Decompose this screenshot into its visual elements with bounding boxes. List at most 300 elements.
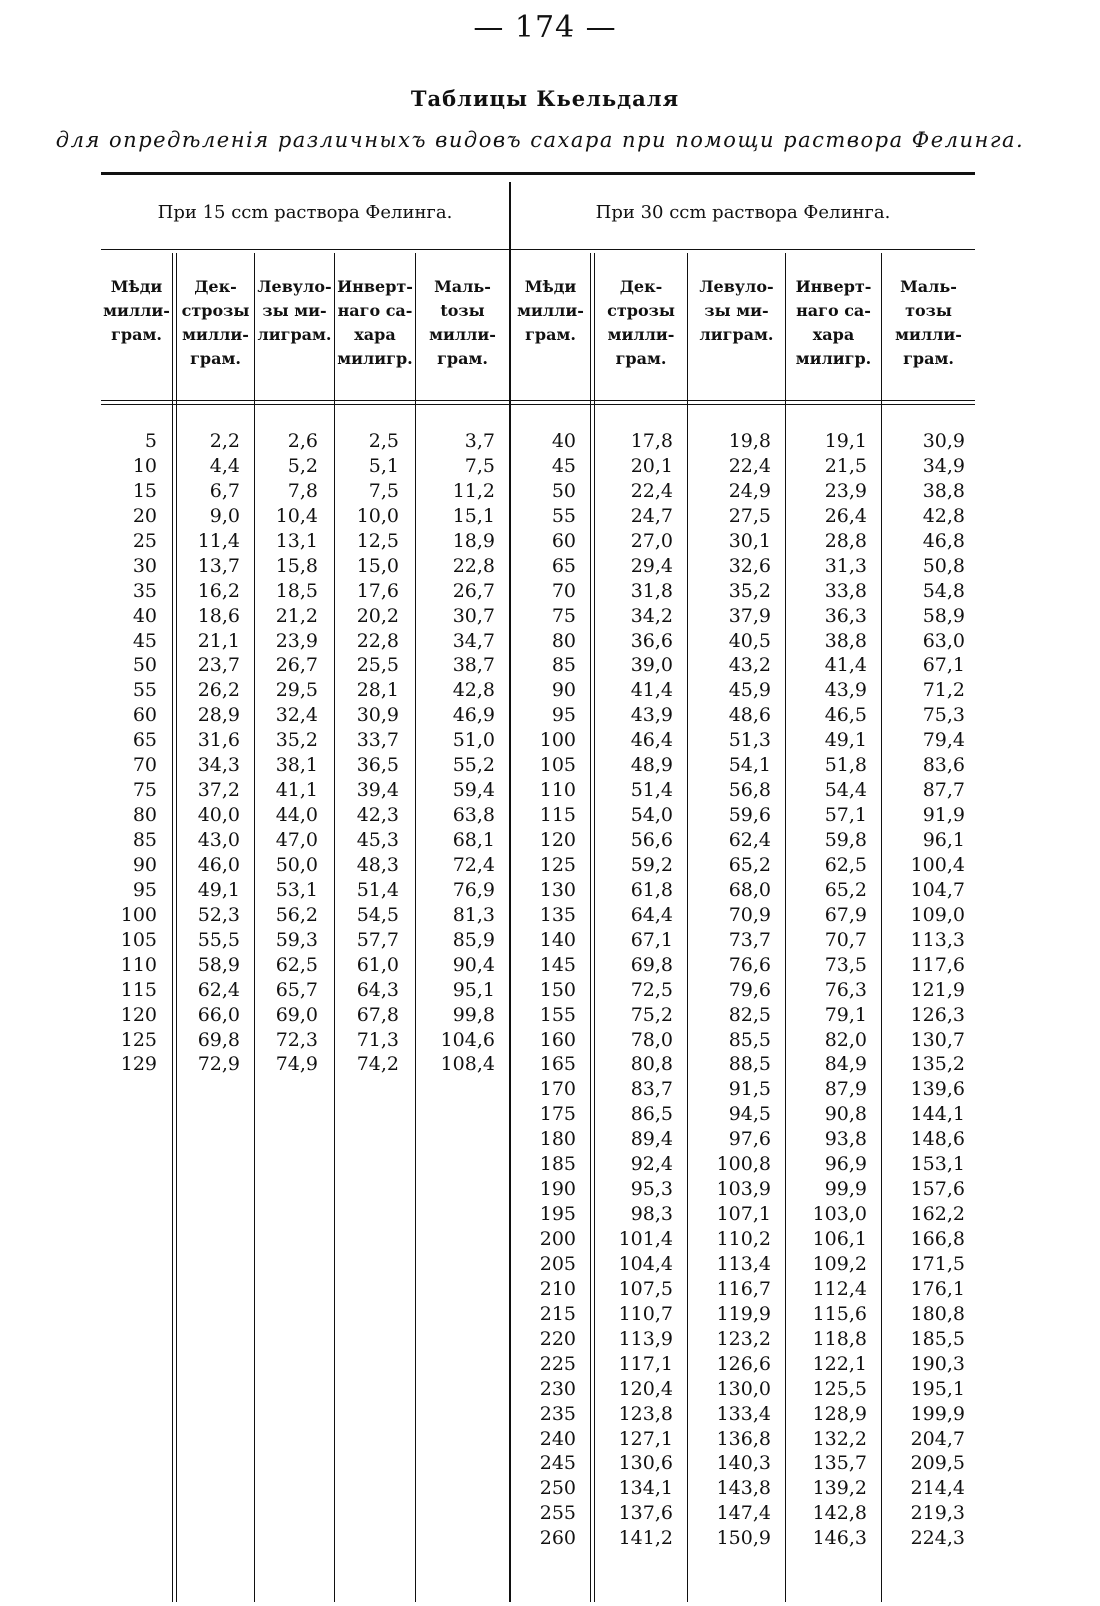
- table-cell: 22,4: [630, 479, 673, 502]
- table-cell: 47,0: [275, 829, 318, 851]
- table-cell: 142,8: [812, 1502, 867, 1525]
- table-cell: 98,3: [630, 1203, 673, 1226]
- table-cell: 145: [539, 953, 576, 976]
- g1-header-maltose: Маль- tозы милли- грам.: [429, 277, 496, 368]
- table-cell: 64,3: [356, 978, 399, 1001]
- table-cell: 117,1: [618, 1352, 673, 1375]
- table-cell: 52,3: [197, 903, 240, 926]
- table-cell: 235: [539, 1402, 576, 1425]
- table-cell: 95: [551, 704, 576, 727]
- table-cell: 72,3: [275, 1028, 318, 1051]
- table-cell: 260: [539, 1527, 576, 1550]
- table-cell: 75: [132, 779, 157, 802]
- table-cell: 127,1: [618, 1427, 673, 1450]
- table-cell: 86,5: [630, 1103, 673, 1126]
- table-cell: 3,7: [464, 430, 495, 452]
- table-cell: 25,5: [356, 654, 399, 677]
- table-cell: 153,1: [910, 1153, 965, 1176]
- table-cell: 130,7: [910, 1028, 965, 1051]
- table-cell: 26,7: [275, 654, 318, 677]
- table-cell: 22,8: [452, 554, 495, 577]
- table-cell: 100: [539, 729, 576, 752]
- table-cell: 56,8: [728, 779, 771, 802]
- table-cell: 103,9: [716, 1178, 771, 1201]
- table-cell: 69,0: [275, 1003, 318, 1026]
- table-cell: 40,5: [728, 629, 771, 652]
- table-cell: 65,7: [275, 978, 318, 1001]
- table-cell: 20,1: [630, 454, 673, 477]
- table-cell: 95,1: [452, 978, 495, 1001]
- table-cell: 12,5: [356, 529, 399, 552]
- table-cell: 36,3: [824, 604, 867, 627]
- table-cell: 7,5: [464, 454, 495, 477]
- table-cell: 113,4: [716, 1252, 771, 1275]
- group1-label: При 15 ccm раствора Фелинга.: [157, 202, 453, 223]
- table-cell: 130: [539, 878, 576, 901]
- table-cell: 63,0: [922, 629, 965, 652]
- table-cell: 18,5: [275, 579, 318, 602]
- table-cell: 62,5: [824, 853, 867, 876]
- table-cell: 79,1: [824, 1003, 867, 1026]
- table-cell: 95: [132, 878, 157, 901]
- table-cell: 20,2: [356, 604, 399, 627]
- table-cell: 43,2: [728, 654, 771, 677]
- table-cell: 40: [132, 604, 157, 627]
- table-cell: 89,4: [630, 1128, 673, 1151]
- table-cell: 165: [539, 1053, 576, 1076]
- table-cell: 133,4: [716, 1402, 771, 1425]
- table-cell: 185: [539, 1153, 576, 1176]
- table-cell: 93,8: [824, 1128, 867, 1151]
- g2-col-rule: [590, 253, 591, 1602]
- table-cell: 30,1: [728, 529, 771, 552]
- table-cell: 225: [539, 1352, 576, 1375]
- table-cell: 230: [539, 1377, 576, 1400]
- table-cell: 100,8: [716, 1153, 771, 1176]
- table-cell: 80: [551, 629, 576, 652]
- table-cell: 26,7: [452, 579, 495, 602]
- table-cell: 41,1: [275, 779, 318, 802]
- table-cell: 19,8: [728, 430, 771, 452]
- table-cell: 195,1: [910, 1377, 965, 1400]
- table-cell: 46,4: [630, 729, 673, 752]
- table-cell: 49,1: [824, 729, 867, 752]
- table-cell: 157,6: [910, 1178, 965, 1201]
- header-rule-bottom: [101, 404, 975, 405]
- table-cell: 62,5: [275, 953, 318, 976]
- table-cell: 150,9: [716, 1527, 771, 1550]
- table-cell: 132,2: [812, 1427, 867, 1450]
- table-cell: 97,6: [728, 1128, 771, 1151]
- g1-header-levulose: Левуло- зы ми- лиграм.: [257, 277, 332, 344]
- table-cell: 143,8: [716, 1477, 771, 1500]
- table-cell: 25: [132, 529, 157, 552]
- table-cell: 65: [551, 554, 576, 577]
- table-cell: 130,6: [618, 1452, 673, 1475]
- table-cell: 108,4: [440, 1053, 495, 1076]
- table-cell: 15: [132, 479, 157, 502]
- table-cell: 160: [539, 1028, 576, 1051]
- table-cell: 140,3: [716, 1452, 771, 1475]
- table-cell: 215: [539, 1302, 576, 1325]
- table-cell: 41,4: [824, 654, 867, 677]
- g1-header-invert-sugar: Инверт- наго са- хара милигр.: [337, 277, 413, 368]
- table-cell: 76,3: [824, 978, 867, 1001]
- table-cell: 61,8: [630, 878, 673, 901]
- table-title: Таблицы Кьельдаля: [410, 86, 680, 111]
- table-cell: 46,9: [452, 704, 495, 727]
- table-cell: 78,0: [630, 1028, 673, 1051]
- table-cell: 30,9: [356, 704, 399, 727]
- table-cell: 58,9: [197, 953, 240, 976]
- table-cell: 23,9: [275, 629, 318, 652]
- table-cell: 140: [539, 928, 576, 951]
- g2-header-maltose: Маль- тозы милли- грам.: [895, 277, 962, 368]
- table-cell: 70: [132, 754, 157, 777]
- table-cell: 43,0: [197, 829, 240, 851]
- table-cell: 9,0: [209, 504, 240, 527]
- table-cell: 57,7: [356, 928, 399, 951]
- table-cell: 126,6: [716, 1352, 771, 1375]
- table-cell: 67,1: [630, 928, 673, 951]
- table-cell: 50: [551, 479, 576, 502]
- table-cell: 101,4: [618, 1228, 673, 1250]
- table-cell: 33,7: [356, 729, 399, 752]
- table-cell: 15,8: [275, 554, 318, 577]
- table-cell: 55,5: [197, 928, 240, 951]
- table-cell: 34,2: [630, 604, 673, 627]
- table-cell: 51,4: [630, 779, 673, 802]
- table-cell: 39,0: [630, 654, 673, 677]
- table-cell: 58,9: [922, 604, 965, 627]
- group1-header-rule: [101, 249, 509, 250]
- table-cell: 175: [539, 1103, 576, 1126]
- table-cell: 123,2: [716, 1327, 771, 1350]
- table-cell: 46,5: [824, 704, 867, 727]
- table-cell: 65,2: [728, 853, 771, 876]
- table-cell: 60: [132, 704, 157, 727]
- table-subtitle: для опредѣленія различныхъ видовъ сахара при помощи раствора Фелинга.: [55, 128, 1025, 152]
- table-cell: 74,9: [275, 1053, 318, 1076]
- table-cell: 90,4: [452, 953, 495, 976]
- table-cell: 82,5: [728, 1003, 771, 1026]
- table-cell: 144,1: [910, 1103, 965, 1126]
- table-cell: 87,9: [824, 1078, 867, 1101]
- table-cell: 15,0: [356, 554, 399, 577]
- table-cell: 32,6: [728, 554, 771, 577]
- table-cell: 76,6: [728, 953, 771, 976]
- table-cell: 2,2: [209, 430, 240, 452]
- table-cell: 7,5: [368, 479, 399, 502]
- table-cell: 135,2: [910, 1053, 965, 1076]
- table-cell: 24,9: [728, 479, 771, 502]
- g2-header-invert-sugar: Инверт- наго са- хара милигр.: [795, 277, 872, 368]
- table-cell: 80: [132, 804, 157, 827]
- table-cell: 46,8: [922, 529, 965, 552]
- table-cell: 250: [539, 1477, 576, 1500]
- table-cell: 117,6: [910, 953, 965, 976]
- table-cell: 139,6: [910, 1078, 965, 1101]
- table-cell: 40,0: [197, 804, 240, 827]
- table-cell: 80,8: [630, 1053, 673, 1076]
- table-cell: 38,7: [452, 654, 495, 677]
- table-cell: 24,7: [630, 504, 673, 527]
- table-cell: 94,5: [728, 1103, 771, 1126]
- table-cell: 11,4: [197, 529, 240, 552]
- table-cell: 71,2: [922, 679, 965, 702]
- table-cell: 220: [539, 1327, 576, 1350]
- table-cell: 180,8: [910, 1302, 965, 1325]
- table-cell: 83,7: [630, 1078, 673, 1101]
- table-cell: 41,4: [630, 679, 673, 702]
- table-cell: 104,7: [910, 878, 965, 901]
- g2-header-dextrose: Дек- строзы милли- грам.: [607, 277, 675, 368]
- table-cell: 113,9: [618, 1327, 673, 1350]
- table-cell: 18,9: [452, 529, 495, 552]
- table-cell: 31,6: [197, 729, 240, 752]
- table-cell: 51,4: [356, 878, 399, 901]
- table-cell: 37,9: [728, 604, 771, 627]
- table-cell: 35,2: [275, 729, 318, 752]
- table-cell: 21,2: [275, 604, 318, 627]
- table-cell: 204,7: [910, 1427, 965, 1450]
- table-cell: 83,6: [922, 754, 965, 777]
- table-cell: 36,6: [630, 629, 673, 652]
- table-cell: 224,3: [910, 1527, 965, 1550]
- table-cell: 15,1: [452, 504, 495, 527]
- table-cell: 45,9: [728, 679, 771, 702]
- table-cell: 32,4: [275, 704, 318, 727]
- table-cell: 5,1: [368, 454, 399, 477]
- table-cell: 96,9: [824, 1153, 867, 1176]
- table-cell: 23,7: [197, 654, 240, 677]
- table-cell: 104,4: [618, 1252, 673, 1275]
- table-cell: 57,1: [824, 804, 867, 827]
- table-cell: 67,9: [824, 903, 867, 926]
- table-cell: 50: [132, 654, 157, 677]
- table-cell: 87,7: [922, 779, 965, 802]
- table-cell: 85: [132, 829, 157, 851]
- table-cell: 10,4: [275, 504, 318, 527]
- table-cell: 51,0: [452, 729, 495, 752]
- table-cell: 205: [539, 1252, 576, 1275]
- table-cell: 64,4: [630, 903, 673, 926]
- table-cell: 13,7: [197, 554, 240, 577]
- table-cell: 75,3: [922, 704, 965, 727]
- table-cell: 85,9: [452, 928, 495, 951]
- table-cell: 10,0: [356, 504, 399, 527]
- table-cell: 59,4: [452, 779, 495, 802]
- table-cell: 42,8: [922, 504, 965, 527]
- table-cell: 200: [539, 1228, 576, 1250]
- table-cell: 34,9: [922, 454, 965, 477]
- table-cell: 17,6: [356, 579, 399, 602]
- table-cell: 104,6: [440, 1028, 495, 1051]
- table-cell: 34,7: [452, 629, 495, 652]
- table-cell: 4,4: [209, 454, 240, 477]
- g1-levulose-column: [255, 429, 318, 1077]
- table-cell: 82,0: [824, 1028, 867, 1051]
- table-cell: 30,7: [452, 604, 495, 627]
- g1-header-dextrose: Дек- строзы милли- грам.: [181, 277, 250, 368]
- table-cell: 38,8: [922, 479, 965, 502]
- table-cell: 55,2: [452, 754, 495, 777]
- table-cell: 53,1: [275, 878, 318, 901]
- table-cell: 27,5: [728, 504, 771, 527]
- table-cell: 103,0: [812, 1203, 867, 1226]
- table-cell: 171,5: [910, 1252, 965, 1275]
- table-cell: 28,8: [824, 529, 867, 552]
- table-cell: 71,3: [356, 1028, 399, 1051]
- table-cell: 13,1: [275, 529, 318, 552]
- table-cell: 65: [132, 729, 157, 752]
- table-cell: 42,8: [452, 679, 495, 702]
- table-cell: 162,2: [910, 1203, 965, 1226]
- g2-levulose-column: [688, 429, 771, 1551]
- table-cell: 68,1: [452, 829, 495, 851]
- table-cell: 22,8: [356, 629, 399, 652]
- table-cell: 39,4: [356, 779, 399, 802]
- table-cell: 46,0: [197, 853, 240, 876]
- table-cell: 59,8: [824, 829, 867, 851]
- table-cell: 50,8: [922, 554, 965, 577]
- table-cell: 105: [120, 928, 157, 951]
- table-cell: 92,4: [630, 1153, 673, 1176]
- table-cell: 28,1: [356, 679, 399, 702]
- table-cell: 240: [539, 1427, 576, 1450]
- g2-invert-sugar-column: [786, 429, 867, 1551]
- table-cell: 190: [539, 1178, 576, 1201]
- table-cell: 5: [144, 430, 157, 452]
- table-cell: 54,1: [728, 754, 771, 777]
- table-cell: 180: [539, 1128, 576, 1151]
- table-cell: 59,3: [275, 928, 318, 951]
- table-cell: 2,6: [287, 430, 318, 452]
- table-cell: 91,5: [728, 1078, 771, 1101]
- table-cell: 26,4: [824, 504, 867, 527]
- table-cell: 33,8: [824, 579, 867, 602]
- table-cell: 190,3: [910, 1352, 965, 1375]
- table-cell: 72,5: [630, 978, 673, 1001]
- table-cell: 125: [539, 853, 576, 876]
- table-cell: 115: [539, 804, 576, 827]
- table-cell: 75: [551, 604, 576, 627]
- table-cell: 128,9: [812, 1402, 867, 1425]
- table-cell: 60: [551, 529, 576, 552]
- table-cell: 100: [120, 903, 157, 926]
- table-cell: 79,6: [728, 978, 771, 1001]
- table-cell: 109,0: [910, 903, 965, 926]
- table-cell: 170: [539, 1078, 576, 1101]
- table-cell: 45,3: [356, 829, 399, 851]
- table-cell: 84,9: [824, 1053, 867, 1076]
- table-cell: 49,1: [197, 878, 240, 901]
- table-cell: 122,1: [812, 1352, 867, 1375]
- table-cell: 135,7: [812, 1452, 867, 1475]
- table-cell: 44,0: [275, 804, 318, 827]
- table-cell: 27,0: [630, 529, 673, 552]
- table-cell: 70: [551, 579, 576, 602]
- table-cell: 73,5: [824, 953, 867, 976]
- table-cell: 73,7: [728, 928, 771, 951]
- table-cell: 5,2: [287, 454, 318, 477]
- table-cell: 7,8: [287, 479, 318, 502]
- table-cell: 209,5: [910, 1452, 965, 1475]
- table-cell: 43,9: [824, 679, 867, 702]
- table-cell: 113,3: [910, 928, 965, 951]
- table-cell: 81,3: [452, 903, 495, 926]
- table-cell: 35: [132, 579, 157, 602]
- table-cell: 68,0: [728, 878, 771, 901]
- table-cell: 72,4: [452, 853, 495, 876]
- table-cell: 210: [539, 1277, 576, 1300]
- table-cell: 90: [132, 853, 157, 876]
- table-cell: 75,2: [630, 1003, 673, 1026]
- table-cell: 123,8: [618, 1402, 673, 1425]
- table-cell: 2,5: [368, 430, 399, 452]
- table-cell: 148,6: [910, 1128, 965, 1151]
- table-cell: 139,2: [812, 1477, 867, 1500]
- table-cell: 56,6: [630, 829, 673, 851]
- table-cell: 245: [539, 1452, 576, 1475]
- table-cell: 136,8: [716, 1427, 771, 1450]
- page-number: — 174 —: [473, 10, 617, 45]
- table-cell: 42,3: [356, 804, 399, 827]
- table-cell: 107,5: [618, 1277, 673, 1300]
- table-cell: 38,1: [275, 754, 318, 777]
- table-cell: 90: [551, 679, 576, 702]
- table-cell: 110: [539, 779, 576, 802]
- table-cell: 54,5: [356, 903, 399, 926]
- table-cell: 61,0: [356, 953, 399, 976]
- table-cell: 55: [551, 504, 576, 527]
- table-cell: 34,3: [197, 754, 240, 777]
- table-cell: 45: [132, 629, 157, 652]
- table-cell: 56,2: [275, 903, 318, 926]
- table-cell: 54,0: [630, 804, 673, 827]
- g1-invert-sugar-column: [335, 429, 399, 1077]
- table-cell: 116,7: [716, 1277, 771, 1300]
- g2-header-levulose: Левуло- зы ми- лиграм.: [699, 277, 774, 344]
- table-cell: 110,2: [716, 1228, 771, 1250]
- table-cell: 31,3: [824, 554, 867, 577]
- table-cell: 219,3: [910, 1502, 965, 1525]
- table-cell: 115,6: [812, 1302, 867, 1325]
- table-cell: 214,4: [910, 1477, 965, 1500]
- table-cell: 74,2: [356, 1053, 399, 1076]
- table-cell: 31,8: [630, 579, 673, 602]
- table-cell: 55: [132, 679, 157, 702]
- table-cell: 135: [539, 903, 576, 926]
- table-cell: 99,9: [824, 1178, 867, 1201]
- table-cell: 62,4: [728, 829, 771, 851]
- table-cell: 69,8: [197, 1028, 240, 1051]
- table-cell: 106,1: [812, 1228, 867, 1250]
- table-cell: 67,1: [922, 654, 965, 677]
- table-cell: 166,8: [910, 1228, 965, 1250]
- table-cell: 65,2: [824, 878, 867, 901]
- table-cell: 150: [539, 978, 576, 1001]
- table-cell: 110: [120, 953, 157, 976]
- table-cell: 67,8: [356, 1003, 399, 1026]
- table-cell: 141,2: [618, 1527, 673, 1550]
- table-cell: 54,4: [824, 779, 867, 802]
- table-cell: 48,6: [728, 704, 771, 727]
- table-cell: 105: [539, 754, 576, 777]
- table-cell: 85,5: [728, 1028, 771, 1051]
- table-cell: 21,5: [824, 454, 867, 477]
- table-cell: 195: [539, 1203, 576, 1226]
